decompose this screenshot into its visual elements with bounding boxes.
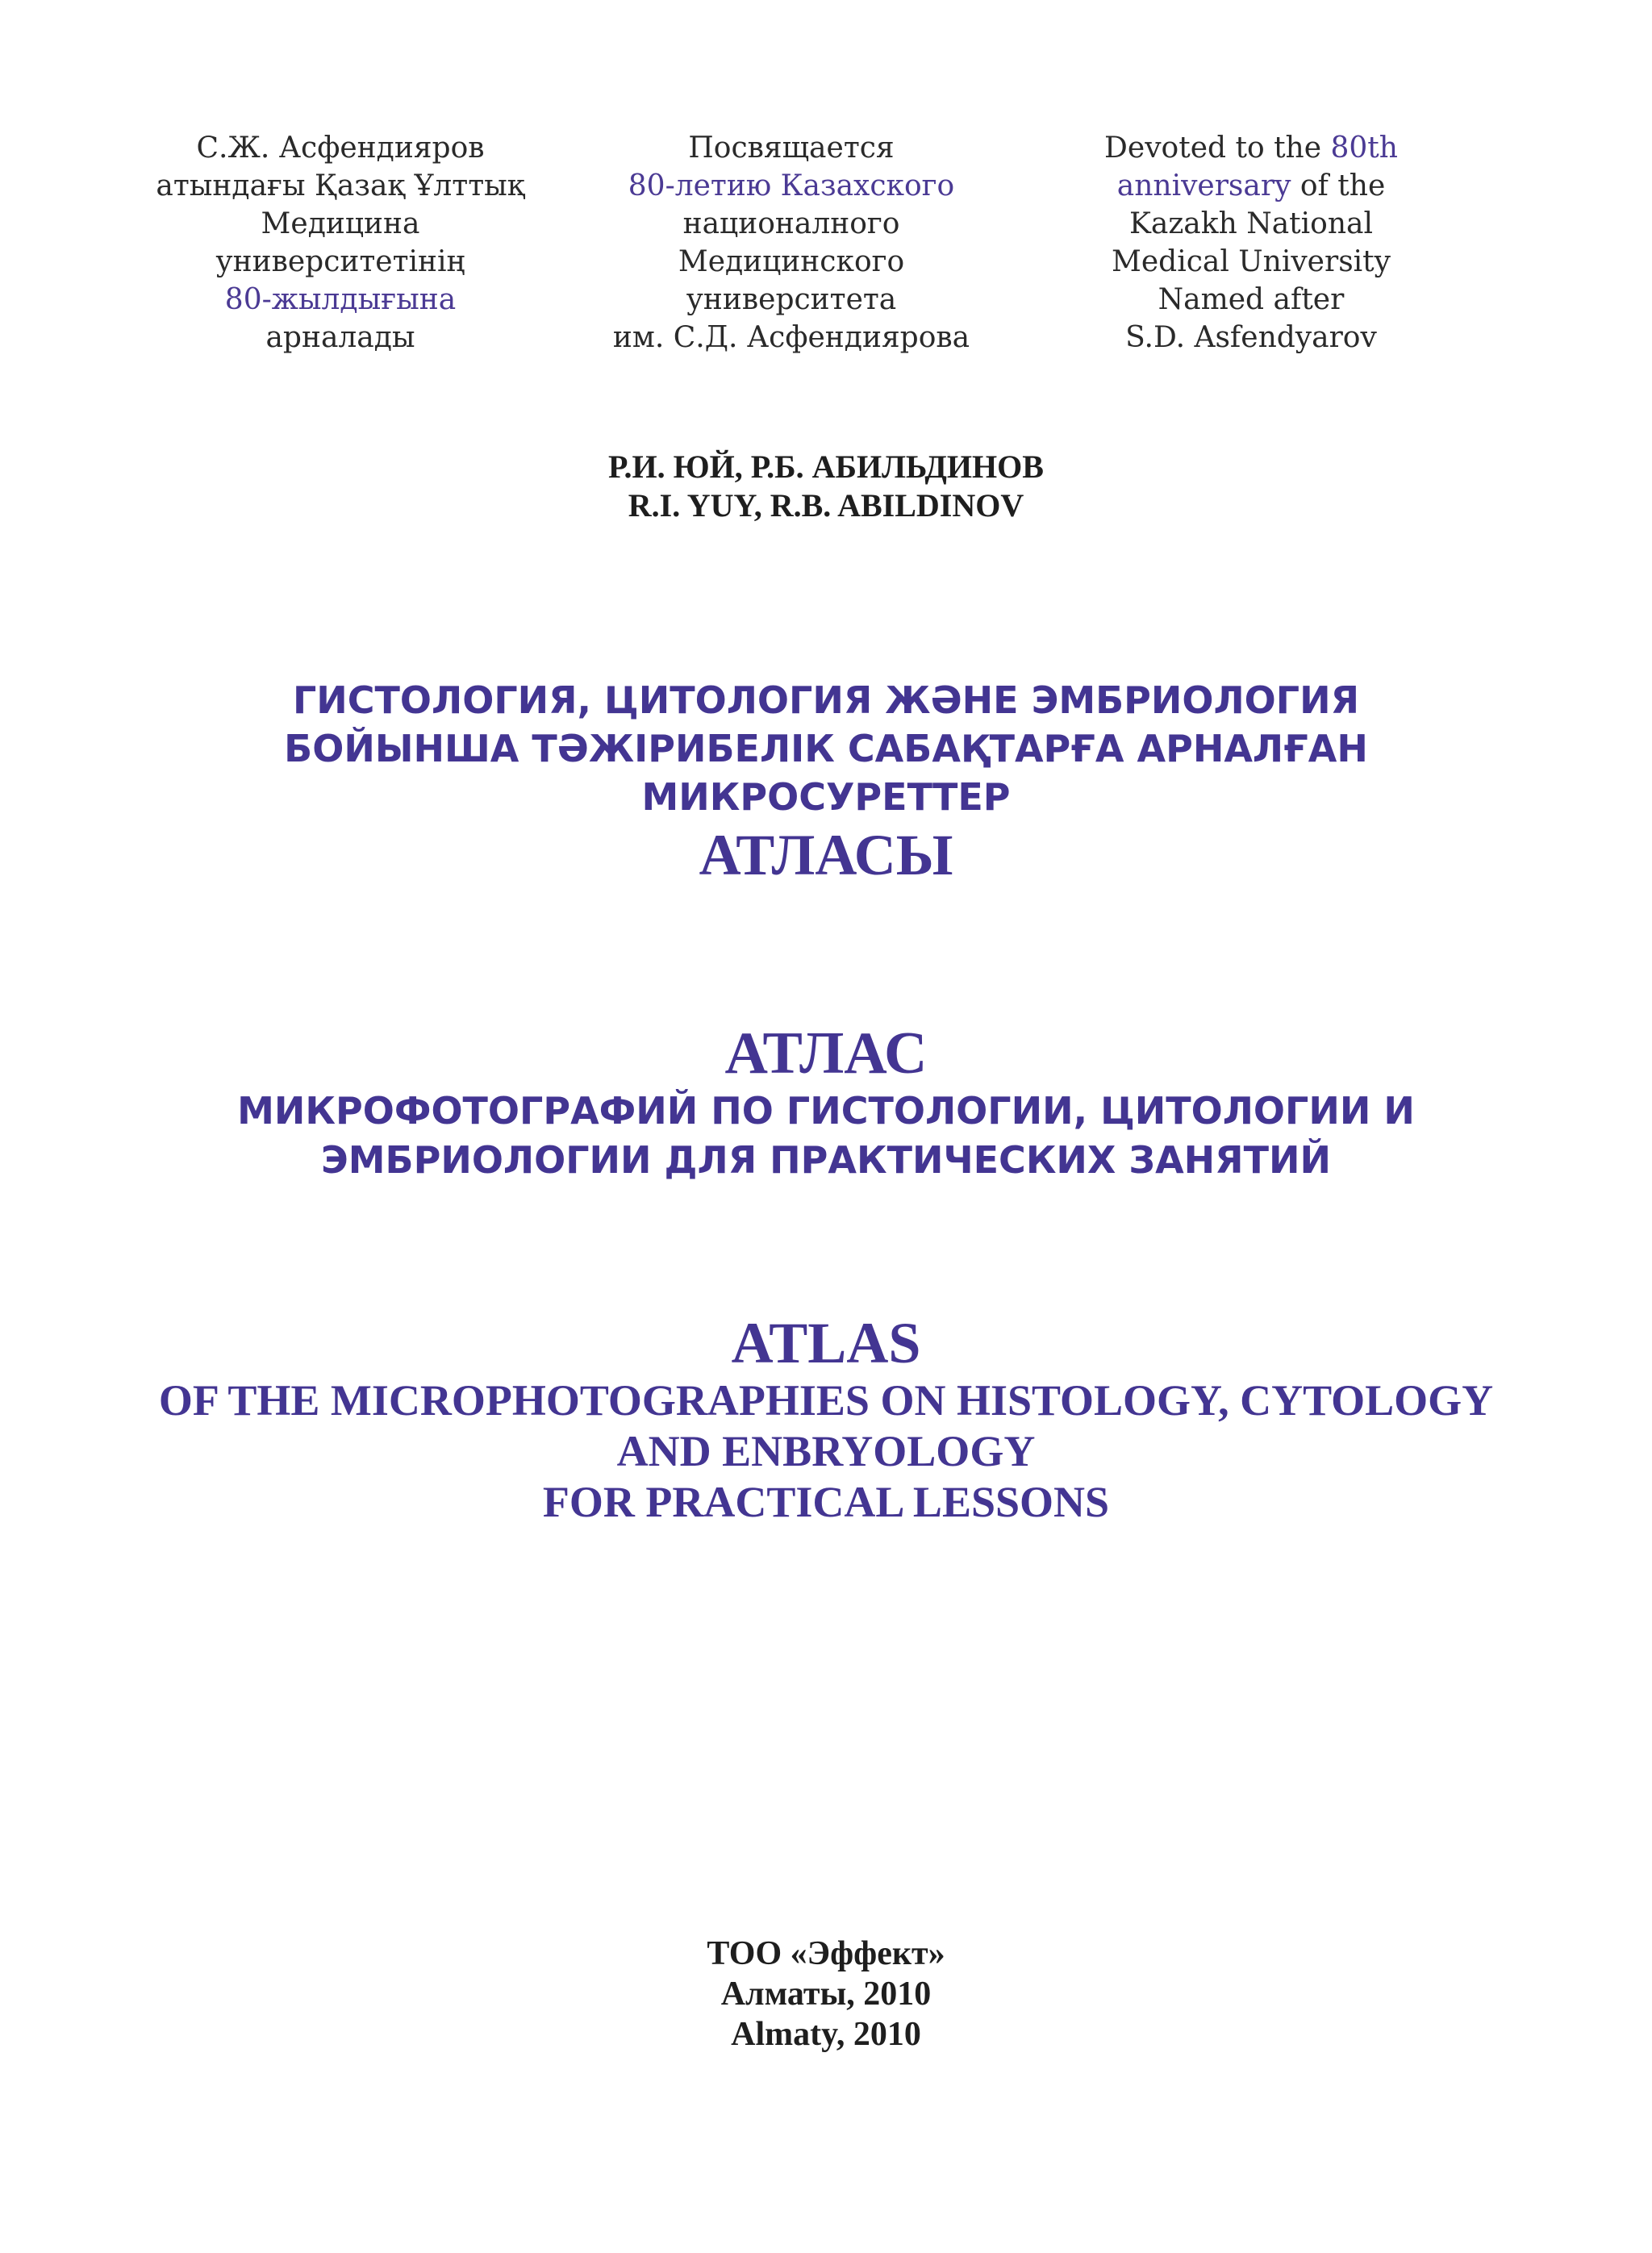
dedication-text: Медицинского [678, 245, 905, 278]
title-english [0, 1311, 1652, 1528]
dedication-text: университета [686, 283, 897, 316]
dedications [0, 129, 1652, 363]
authors-english: R.I. YUY, R.B. ABILDINOV [628, 487, 1024, 524]
dedication-line [115, 167, 566, 205]
dedication-line [115, 243, 566, 281]
dedication-russian [565, 129, 1017, 357]
dedication-line [565, 129, 1017, 167]
publisher-city-year-russian: Алматы, 2010 [720, 1976, 932, 2013]
dedication-text: Посвящается [688, 131, 895, 165]
dedication-text: of the [1291, 169, 1386, 202]
dedication-text: С.Ж. Асфендияров [196, 131, 485, 165]
title-russian-line: ЭМБРИОЛОГИИ ДЛЯ ПРАКТИЧЕСКИХ ЗАНЯТИЙ [321, 1138, 1331, 1182]
title-kazakh-line: МИКРОСУРЕТТЕР [641, 775, 1011, 819]
authors [0, 448, 1652, 525]
title-russian-line: МИКРОФОТОГРАФИЙ ПО ГИСТОЛОГИИ, ЦИТОЛОГИИ И [237, 1089, 1415, 1133]
dedication-text: им. С.Д. Асфендиярова [612, 321, 970, 354]
title-kazakh-line: ГИСТОЛОГИЯ, ЦИТОЛОГИЯ ЖӘНЕ ЭМБРИОЛОГИЯ [292, 678, 1360, 722]
dedication-highlight: 80th [1330, 131, 1398, 165]
dedication-line [565, 167, 1017, 205]
title-english-line: OF THE MICROPHOTOGRAPHIES ON HISTOLOGY, CYTOLOGY [158, 1376, 1494, 1425]
title-kazakh [0, 676, 1652, 889]
title-english-line: FOR PRACTICAL LESSONS [542, 1478, 1110, 1526]
dedication-text: Devoted to the [1104, 131, 1331, 165]
title-english-line: AND ENBRYOLOGY [616, 1427, 1036, 1475]
dedication-line [565, 319, 1017, 357]
dedication-kazakh [115, 129, 566, 357]
dedication-line [1025, 281, 1477, 319]
dedication-line [1025, 129, 1477, 167]
dedication-text: Named after [1158, 283, 1345, 316]
dedication-line [565, 243, 1017, 281]
dedication-line [1025, 319, 1477, 357]
dedication-line [115, 205, 566, 243]
dedication-text: националного [682, 207, 900, 240]
dedication-text: атындағы Қазақ Ұлттық [156, 169, 525, 202]
dedication-line [1025, 243, 1477, 281]
dedication-line [1025, 167, 1477, 205]
title-kazakh-main: АТЛАСЫ [699, 823, 953, 887]
dedication-highlight: anniversary [1116, 169, 1291, 202]
dedication-line [115, 319, 566, 357]
title-kazakh-line: БОЙЫНША ТӘЖІРИБЕЛІК САБАҚТАРҒА АРНАЛҒАН [284, 727, 1368, 770]
dedication-highlight: 80-летию Казахского [628, 169, 955, 202]
title-russian-main: АТЛАС [724, 1020, 928, 1087]
title-russian [0, 1020, 1652, 1185]
dedication-text: Kazakh National [1128, 207, 1373, 240]
publisher-name: ТОО «Эффект» [707, 1935, 945, 1972]
dedication-text: арналады [265, 321, 415, 354]
dedication-text: S.D. Asfendyarov [1125, 321, 1377, 354]
publisher-city-year-english: Almaty, 2010 [731, 2016, 921, 2053]
dedication-text: университетінің [215, 245, 465, 278]
dedication-line [1025, 205, 1477, 243]
dedication-line [565, 205, 1017, 243]
publisher [0, 1934, 1652, 2055]
authors-russian: Р.И. ЮЙ, Р.Б. АБИЛЬДИНОВ [608, 449, 1044, 485]
dedication-highlight: 80-жылдығына [224, 283, 457, 316]
dedication-line [115, 129, 566, 167]
dedication-line [565, 281, 1017, 319]
dedication-line [115, 281, 566, 319]
title-english-main: ATLAS [731, 1311, 921, 1375]
dedication-text: Medical University [1112, 245, 1391, 278]
dedication-text: Медицина [261, 207, 420, 240]
dedication-english [1025, 129, 1477, 357]
